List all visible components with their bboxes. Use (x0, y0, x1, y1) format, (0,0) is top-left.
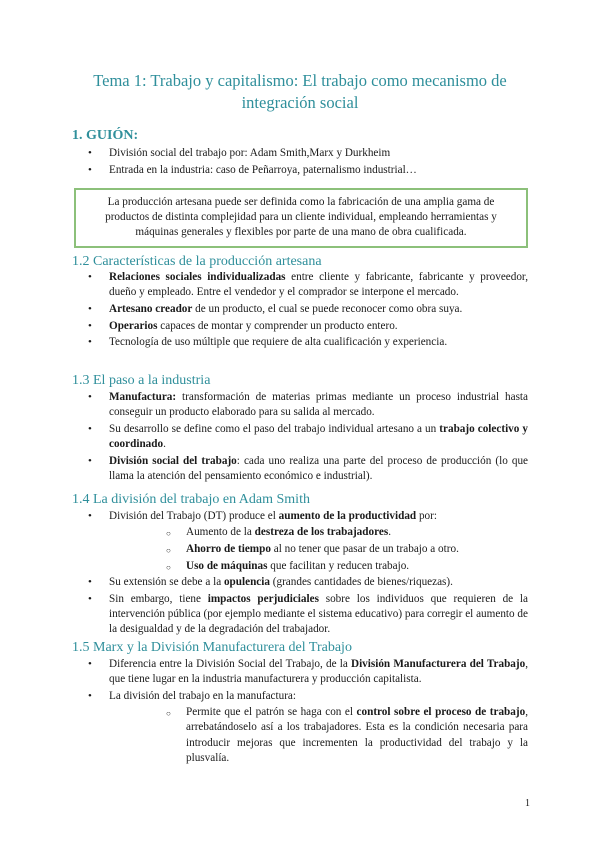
list-item: • Tecnología de uso múltiple que requiere de alta cualificación y experiencia. (72, 335, 528, 350)
section-1-2-list (72, 270, 528, 352)
list-item: • División social del trabajo: cada uno realiza una parte del proceso de producción (lo que llama la atención del pensamiento económico e industrial). (72, 454, 528, 484)
section-heading-1-3: 1.3 El paso a la industria (72, 373, 211, 388)
page-title: Tema 1: Trabajo y capitalismo: El trabajo como mecanismo de integración social (93, 71, 507, 112)
section-1-list (72, 146, 528, 179)
sub-list-item: ○ Ahorro de tiempo al no tener que pasar de un trabajo a otro. (146, 542, 528, 557)
page-number: 1 (525, 798, 530, 809)
section-heading-1-4: 1.4 La división del trabajo en Adam Smith (72, 492, 310, 507)
list-item: • Operarios capaces de montar y comprender un producto entero. (72, 319, 528, 334)
sub-list-item: ○ Uso de máquinas que facilitan y reducen trabajo. (146, 559, 528, 574)
list-item: • División del Trabajo (DT) produce el aumento de la productividad por: ○ Aumento de la destreza de los trabajadores. ○ Ahorro de tiempo al no tener que pasar de un trabajo a otro. ○ Uso de máquinas que facilitan y reducen trabajo. (72, 509, 528, 574)
section-heading-1: 1. GUIÓN: (72, 128, 139, 143)
section-1-3-list (72, 390, 528, 486)
section-1-4-list (72, 509, 528, 639)
list-item: • Artesano creador de un producto, el cual se puede reconocer como obra suya. (72, 302, 528, 317)
list-item: • Su extensión se debe a la opulencia (grandes cantidades de bienes/riquezas). (72, 575, 528, 590)
list-item: • Sin embargo, tiene impactos perjudiciales sobre los individuos que requieren de la intervención pública (por ejemplo mediante el sistema educativo) para corregir el aumento de la desigualdad y de la degradación del trabajador. (72, 592, 528, 638)
list-item: • División social del trabajo por: Adam Smith,Marx y Durkheim (72, 146, 528, 161)
sub-list-item: ○ Aumento de la destreza de los trabajadores. (146, 525, 528, 540)
list-item: • Entrada en la industria: caso de Peñarroya, paternalismo industrial… (72, 163, 528, 178)
list-item: • La división del trabajo en la manufactura: ○ Permite que el patrón se haga con el control sobre el proceso de trabajo, arrebatándoselo así a los trabajadores. Esta es la condición necesaria para introducir mejoras que incrementen la productividad del trabajo y la plusvalía. (72, 689, 528, 766)
list-item: • Diferencia entre la División Social del Trabajo, de la División Manufacturera del Trabajo, que tiene lugar en la industria manufacturera y producción capitalista. (72, 657, 528, 687)
definition-box: La producción artesana puede ser definida como la fabricación de una amplia gama de productos de distinta complejidad para un cliente individual, empleando herramientas y máquinas generales y flexibles por parte de una mano de obra cualificada. (74, 188, 528, 248)
list-item: • Manufactura: transformación de materias primas mediante un proceso industrial hasta conseguir un producto elaborado para su salida al mercado. (72, 390, 528, 420)
list-item: • Su desarrollo se define como el paso del trabajo individual artesano a un trabajo colectivo y coordinado. (72, 422, 528, 452)
sub-list (109, 525, 528, 574)
sub-list (109, 705, 528, 766)
section-heading-1-5: 1.5 Marx y la División Manufacturera del Trabajo (72, 640, 352, 655)
section-1-5-list (72, 657, 528, 767)
section-heading-1-2: 1.2 Características de la producción artesana (72, 254, 322, 269)
list-item: • Relaciones sociales individualizadas entre cliente y fabricante, fabricante y proveedor, dueño y empleado. Entre el vendedor y el comprador se interpone el mercado. (72, 270, 528, 300)
sub-list-item: ○ Permite que el patrón se haga con el control sobre el proceso de trabajo, arrebatándoselo así a los trabajadores. Esta es la condición necesaria para introducir mejoras que incrementen la productividad del trabajo y la plusvalía. (146, 705, 528, 766)
